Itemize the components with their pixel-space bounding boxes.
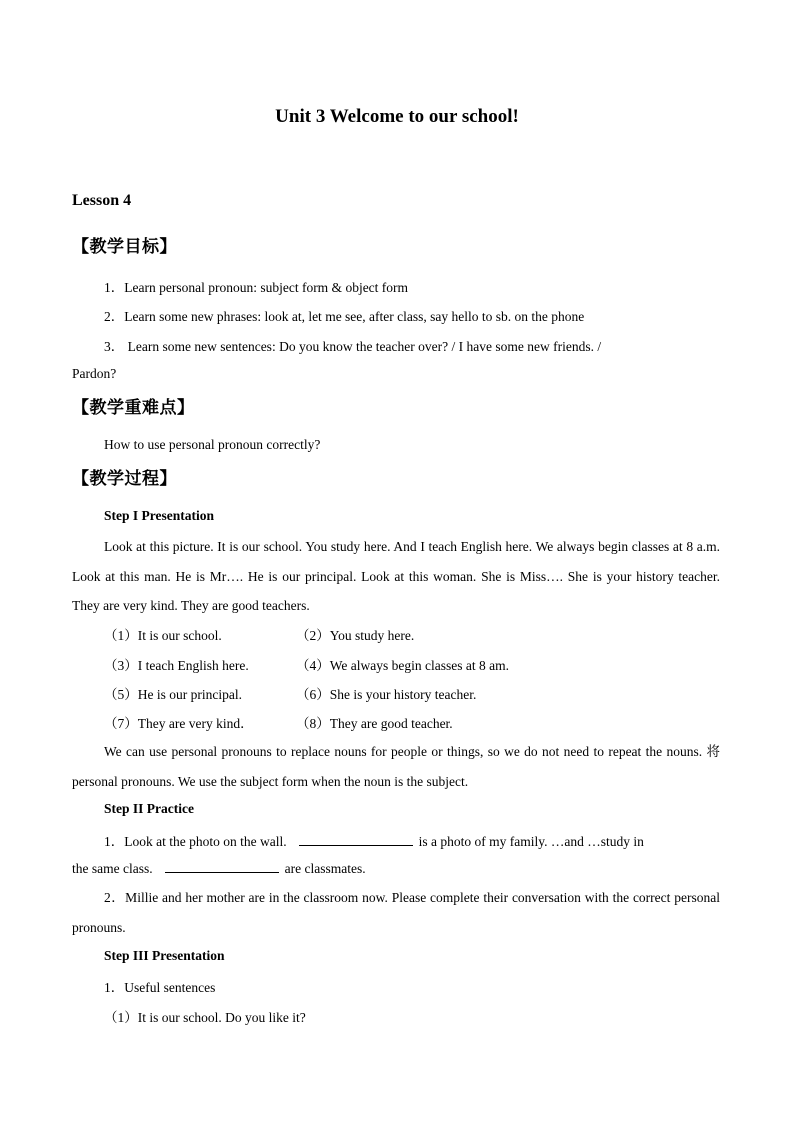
useful-sentences-heading: 1．Useful sentences (104, 980, 216, 995)
sentence-item: （8）They are good teacher. (296, 716, 453, 731)
key-point-text: How to use personal pronoun correctly? (104, 437, 321, 452)
sentence-item: （5）He is our principal. (104, 687, 242, 702)
sentence-item: （2）You study here. (296, 628, 415, 643)
practice-q1-text-b: is a photo of my family. …and …study in (418, 834, 644, 849)
section-process-heading: 【教学过程】 (72, 469, 177, 489)
objective-item-2: 2．Learn some new phrases: look at, let me see, after class, say hello to sb. on the phone (104, 309, 585, 324)
step2-heading: Step II Practice (104, 801, 194, 816)
sentence-item: （6）She is your history teacher. (296, 687, 477, 702)
objective-item-3: 3． Learn some new sentences: Do you know the teacher over? / I have some new friends. / (104, 339, 602, 354)
lesson-heading: Lesson 4 (72, 192, 132, 209)
sentence-item: （7）They are very kind． (104, 716, 254, 731)
practice-q1-text-d: are classmates. (284, 861, 366, 876)
objective-item-1: 1．Learn personal pronoun: subject form & object form (104, 280, 409, 295)
page-title: Unit 3 Welcome to our school! (275, 106, 519, 127)
step1-summary: We can use personal pronouns to replace nouns for people or things, so we do not need to repeat the nouns. 将 personal pronouns. We use the subject form when the noun is the subject. (72, 744, 720, 789)
step1-heading: Step I Presentation (104, 508, 214, 523)
section-key-points-heading: 【教学重难点】 (72, 398, 195, 418)
step3-heading: Step III Presentation (104, 948, 225, 963)
practice-question-2: 2．Millie and her mother are in the classroom now. Please complete their conversation with the correct personal pronouns. (72, 890, 720, 935)
answer-blank-2[interactable] (165, 860, 279, 873)
answer-blank-1[interactable] (299, 833, 413, 846)
practice-question-1 (104, 830, 644, 850)
sentence-item: （4）We always begin classes at 8 am. (296, 658, 509, 673)
useful-sentence-item: （1）It is our school. Do you like it? (104, 1010, 306, 1025)
practice-question-1-cont (72, 860, 366, 877)
practice-q1-text-c: the same class. (72, 861, 153, 876)
section-objectives-heading: 【教学目标】 (72, 237, 177, 257)
objective-item-3-cont: Pardon? (72, 366, 117, 381)
practice-q1-text-a: 1．Look at the photo on the wall. (104, 834, 287, 849)
sentence-item: （3）I teach English here. (104, 658, 249, 673)
step1-paragraph: Look at this picture. It is our school. You study here. And I teach English here. We always begin classes at 8 a.m. Look at this man. He is Mr…. He is our principal. Look at this woman. She is Miss…. She is your history teacher. They are very kind. They are good teachers. (72, 539, 720, 613)
sentence-item: （1）It is our school. (104, 628, 222, 643)
